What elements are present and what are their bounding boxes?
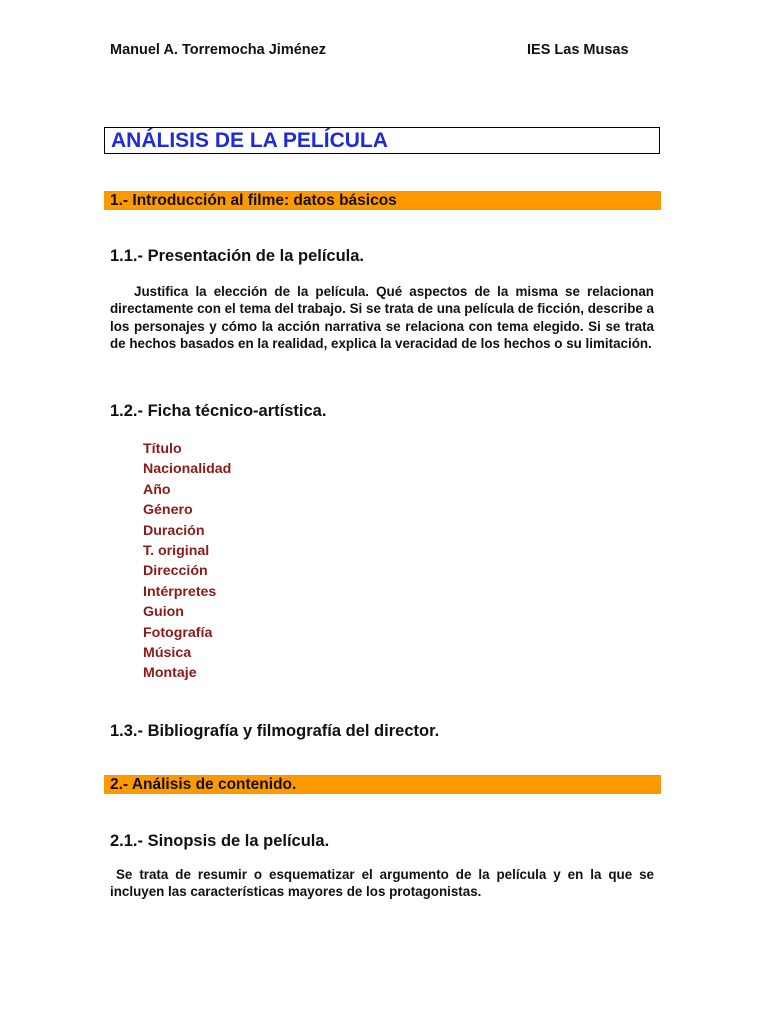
- subsection-1-1-text: Justifica la elección de la película. Qué aspectos de la misma se relacionan directamente con el tema del trabajo. Si se trata de una película de ficción, describe a los personajes y cómo la acción narrativa se relaciona con tema elegido. Si se trata de hechos basados en la realidad, explica la veracidad de los hechos o su limitación.: [110, 284, 654, 352]
- subsection-1-2-heading: 1.2.- Ficha técnico-artística.: [110, 402, 327, 420]
- subsection-1-3-heading: 1.3.- Bibliografía y filmografía del director.: [110, 722, 440, 740]
- subsection-1-1-heading: 1.1.- Presentación de la película.: [110, 247, 365, 265]
- field-musica: Música: [143, 645, 192, 662]
- field-direccion: Dirección: [143, 563, 208, 580]
- field-titulo-original: T. original: [143, 543, 210, 560]
- field-fotografia: Fotografía: [143, 624, 213, 641]
- field-ano: Año: [143, 481, 171, 498]
- technical-sheet-list: [143, 439, 231, 684]
- subsection-2-1-heading: 2.1.- Sinopsis de la película.: [110, 832, 330, 850]
- section-1-heading: 1.- Introducción al filme: datos básicos: [104, 191, 661, 210]
- field-duracion: Duración: [143, 522, 205, 539]
- subsection-2-1-text: Se trata de resumir o esquematizar el argumento de la película y en la que se incluyen las características mayores de los protagonistas.: [110, 867, 654, 900]
- header-school: IES Las Musas: [527, 42, 629, 58]
- document-title: ANÁLISIS DE LA PELÍCULA: [104, 127, 660, 154]
- field-guion: Guion: [143, 604, 184, 621]
- field-interpretes: Intérpretes: [143, 583, 217, 600]
- field-nacionalidad: Nacionalidad: [143, 461, 232, 478]
- header-author: Manuel A. Torremocha Jiménez: [110, 42, 326, 58]
- field-genero: Género: [143, 502, 193, 519]
- field-titulo: Título: [143, 441, 182, 457]
- field-montaje: Montaje: [143, 665, 197, 682]
- section-2-heading: 2.- Análisis de contenido.: [104, 775, 661, 794]
